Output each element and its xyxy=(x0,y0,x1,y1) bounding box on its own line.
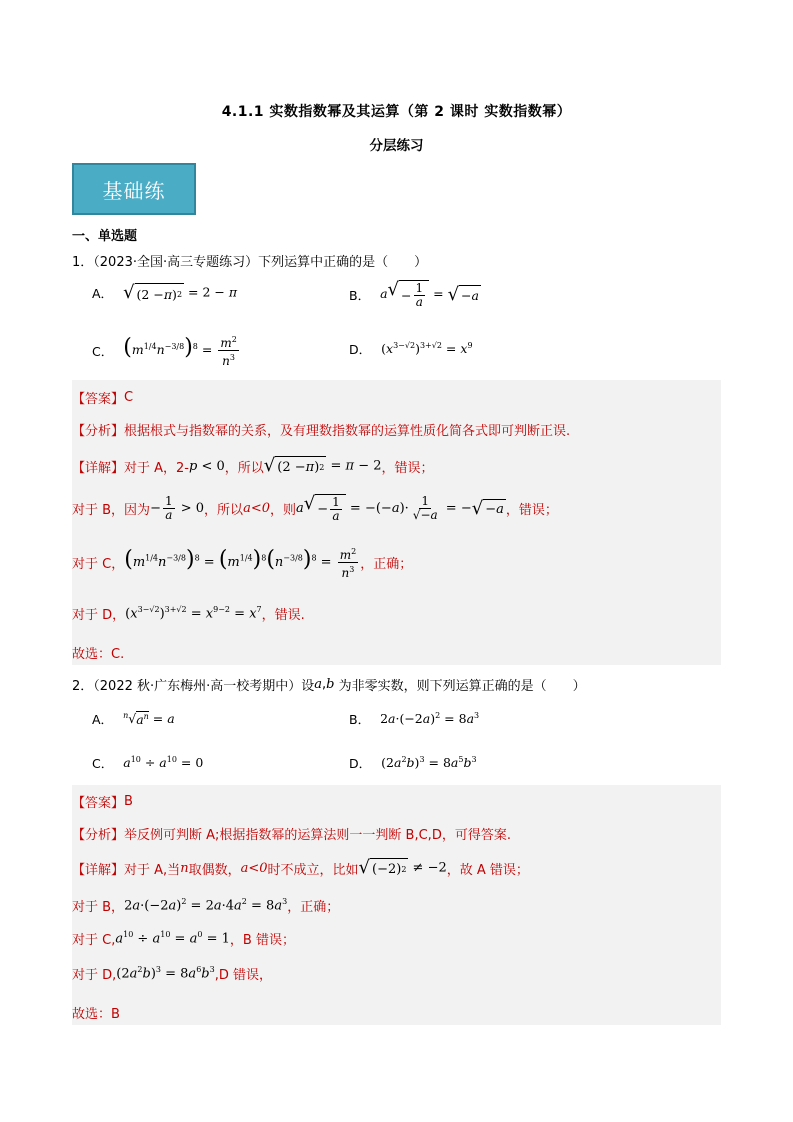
detail-text: 对于 B，因为 xyxy=(72,503,151,518)
detail-tag: 【详解】 xyxy=(72,862,125,878)
option-label: D． xyxy=(349,756,372,771)
answer-value: B xyxy=(124,794,133,809)
detail-math: p < 0 xyxy=(189,458,225,474)
q1-option-d xyxy=(349,340,473,358)
stem-text: 2．（2022 秋·广东梅州·高一校考期中）设 xyxy=(72,679,315,694)
answer-tag: 【答案】 xyxy=(72,796,125,811)
detail-math: $2a\cdot(-2a)^2 = 2a\cdot 4a^2 = 8a^3$ xyxy=(124,897,288,914)
q2-option-b xyxy=(349,710,479,728)
q2-answer xyxy=(72,792,133,811)
detail-math: √ (2 − π ) 2 = π − 2 xyxy=(263,455,382,476)
option-label: B． xyxy=(349,287,371,303)
detail-text: 时不成立，比如 xyxy=(267,862,359,878)
q1-detail-b xyxy=(72,494,558,523)
detail-text: ，错误； xyxy=(381,460,434,476)
detail-text: 对于 A，2- xyxy=(124,460,190,476)
q1-option-c xyxy=(92,333,241,368)
detail-text: ，B 错误； xyxy=(229,933,295,948)
option-label: D． xyxy=(349,342,372,357)
analysis-tag: 【分析】 xyxy=(72,424,125,439)
detail-text: 对于 A,当 xyxy=(124,862,181,878)
option-label: C． xyxy=(92,756,114,771)
page-subtitle: 分层练习 xyxy=(369,138,424,154)
q2-detail-d xyxy=(72,964,272,983)
choice-text: 故选：C. xyxy=(72,647,125,662)
option-math: $(x^{3-√2})^{3+√2} = x^9$ xyxy=(381,341,473,357)
detail-math: a<0 xyxy=(243,501,270,516)
section-heading: 一、单选题 xyxy=(72,229,138,244)
q2-detail-b xyxy=(72,896,339,915)
detail-text: ，错误. xyxy=(261,608,305,623)
analysis-text: 举反例可判断 A;根据指数幂的运算法则一一判断 B,C,D，可得答案. xyxy=(124,828,511,843)
detail-math: $(2a^2b)^3 = 8a^6b^3$ xyxy=(116,965,215,982)
q2-analysis xyxy=(72,824,511,843)
detail-math: $a^{10} \div a^{10} = a^0 = 1$ xyxy=(115,930,230,947)
detail-math: $(m^{1/4}n^{-3/8})^8 = (m^{1/4})^8(n^{-3/8})^8$ = $\frac{m^2}{n^3}$ xyxy=(124,547,357,580)
detail-math: − $\frac{1}{a}$ > 0 xyxy=(150,494,205,522)
choice-text: 故选：B xyxy=(72,1007,120,1022)
analysis-text: 根据根式与指数幂的关系，及有理数指数幂的运算性质化简各式即可判断正误. xyxy=(124,424,571,439)
detail-text: 对于 C， xyxy=(72,557,125,572)
detail-text: 对于 D, xyxy=(72,968,117,983)
option-label: A． xyxy=(92,712,114,727)
stem-math: a xyxy=(314,677,323,692)
level-badge: 基础练 xyxy=(72,163,196,215)
detail-text: ，正确； xyxy=(360,557,413,572)
q2-choice xyxy=(72,1003,120,1022)
q1-option-b xyxy=(349,280,481,309)
detail-text: ，正确； xyxy=(287,900,340,915)
q1-detail-d xyxy=(72,604,305,623)
detail-text: 对于 B， xyxy=(72,900,125,915)
detail-math: a<0 xyxy=(240,860,268,876)
question-2-stem: 2．（2022 秋·广东梅州·高一校考期中）设 a , b 为非零实数，则下列运算正确的是（ ） xyxy=(72,677,586,694)
option-math: $2a\cdot(-2a)^2 = 8a^3$ xyxy=(380,711,480,727)
detail-tag: 【详解】 xyxy=(72,460,125,476)
q2-detail-a xyxy=(72,858,529,878)
page-title: 4.1.1 实数指数幂及其运算（第 2 课时 实数指数幂） xyxy=(221,104,572,120)
analysis-tag: 【分析】 xyxy=(72,828,125,843)
q2-option-a xyxy=(92,710,175,728)
detail-math: a √ − $\frac{1}{a}$ = −(−a)· $\frac{1}{√-a}$ = − √ − a xyxy=(296,493,504,523)
detail-text: ,D 错误， xyxy=(214,968,272,983)
answer-value: C xyxy=(124,390,134,405)
q1-analysis xyxy=(72,420,570,439)
detail-text: 对于 C, xyxy=(72,933,116,948)
detail-text: ，则 xyxy=(269,503,296,518)
stem-math: b xyxy=(326,677,335,692)
detail-math: √ (−2) 2 ≠ −2 xyxy=(358,857,447,878)
option-label: B． xyxy=(349,712,371,727)
q1-choice xyxy=(72,643,124,662)
detail-text: ，所以 xyxy=(224,460,264,476)
option-math: $a^{10} \div a^{10} = 0$ xyxy=(123,755,204,771)
option-math: $(m^{1/4}n^{-3/8})^8$ = $\frac{m^2}{n^3}$ xyxy=(123,335,237,368)
answer-tag: 【答案】 xyxy=(72,392,125,407)
detail-math: n xyxy=(180,860,189,876)
detail-text: ，错误； xyxy=(505,503,558,518)
q2-detail-c xyxy=(72,929,295,948)
detail-text: ，所以 xyxy=(204,503,244,518)
detail-text: 取偶数， xyxy=(188,862,241,878)
q1-answer xyxy=(72,388,133,407)
question-1-stem: 1．（2023·全国·高三专题练习）下列运算中正确的是（ ） xyxy=(72,255,428,270)
option-math: a √ − $\frac{1}{a}$ = √ − a xyxy=(380,279,479,309)
detail-math: $(x^{3-√2})^{3+√2} = x^{9-2} = x^7$ xyxy=(125,605,262,622)
option-math: $^n√a^n = a$ xyxy=(123,711,175,727)
q1-detail-c xyxy=(72,545,412,580)
detail-text: ，故 A 错误； xyxy=(446,862,529,878)
option-label: A． xyxy=(92,286,114,301)
option-math: √ (2 − π ) 2 = 2 − π xyxy=(123,282,238,303)
option-label: C． xyxy=(92,343,114,359)
option-math: $(2a^2b)^3 = 8a^5b^3$ xyxy=(381,755,477,771)
q2-option-d xyxy=(349,754,477,772)
q2-option-c xyxy=(92,754,203,772)
stem-text: 为非零实数，则下列运算正确的是（ ） xyxy=(338,679,586,694)
q1-option-a xyxy=(92,283,237,303)
q1-detail-a xyxy=(72,456,434,476)
detail-text: 对于 D， xyxy=(72,608,126,623)
